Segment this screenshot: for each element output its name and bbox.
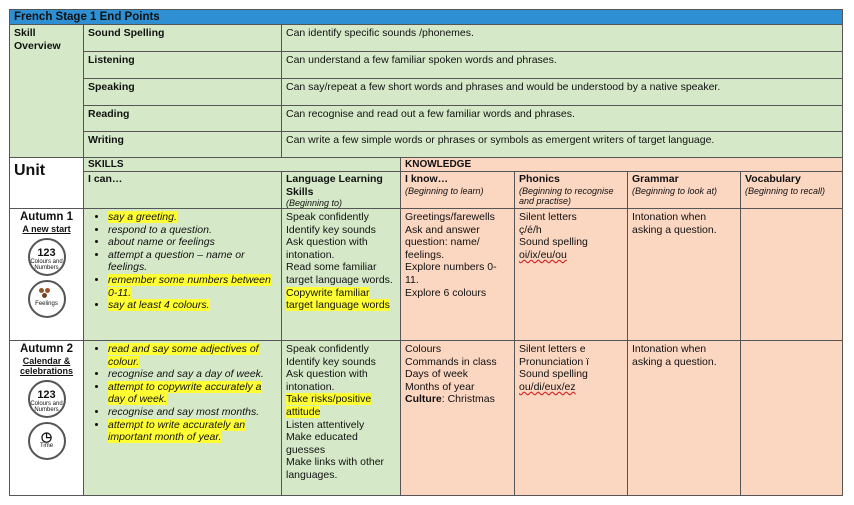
overview-desc-sound-spelling: Can identify specific sounds /phonemes. (281, 24, 843, 52)
time-icon (28, 422, 66, 460)
list-item: Pronunciation ï (519, 355, 590, 368)
iknow-autumn-2 (400, 340, 515, 496)
list-item: Months of year (405, 380, 475, 393)
lls-header (281, 171, 401, 209)
list-item: Make links with other languages. (286, 456, 385, 481)
colours-numbers-icon (28, 380, 66, 418)
unit-header: Unit (9, 157, 84, 209)
ican-autumn-2 (83, 340, 282, 496)
lls-subtitle: (Beginning to) (286, 198, 343, 209)
overview-desc-speaking: Can say/repeat a few short words and phrases and would be understood by a native speaker. (281, 78, 843, 106)
list-item: Identify key sounds (286, 223, 376, 236)
list-item: • respond to a question. (108, 224, 277, 237)
list-item: • attempt to copywrite accurately a day of week. (108, 381, 277, 406)
overview-skill-writing: Writing (83, 131, 282, 158)
grammar-autumn-1 (627, 208, 741, 341)
list-item: ou/di/eux/ez (519, 380, 576, 393)
grammar-header (627, 171, 741, 209)
list-item: Ask question with intonation. (286, 368, 368, 393)
list-item: • attempt a question – name or feelings. (108, 249, 277, 274)
overview-desc-listening: Can understand a few familiar spoken words and phrases. (281, 51, 843, 79)
overview-skill-speaking: Speaking (83, 78, 282, 106)
icon-caption: Feelings (35, 300, 58, 307)
phonics-autumn-1 (514, 208, 628, 341)
list-item: • recognise and say most months. (108, 406, 277, 419)
list-item: Identify key sounds (286, 355, 376, 368)
overview-skill-reading: Reading (83, 105, 282, 132)
list-item: Read some familiar target language words. (286, 261, 393, 286)
icon-caption: Colours and Numbers (30, 400, 63, 413)
list-item: Commands in class (405, 355, 497, 368)
icon-caption: Time (39, 442, 54, 449)
list-item: Speak confidently (286, 211, 369, 223)
iknow-header (400, 171, 515, 209)
list-item: Days of week (405, 368, 469, 381)
ican-list (88, 211, 277, 312)
list-item: Make educated guesses (286, 431, 358, 456)
unit-autumn-2 (9, 340, 84, 496)
list-item: Intonation when asking a question. (632, 343, 717, 368)
faces-graphic (39, 288, 55, 298)
phonics-autumn-2 (514, 340, 628, 496)
unit-topic: Calendar & celebrations (19, 355, 74, 376)
skill-overview-label: Skill Overview (9, 24, 84, 158)
lls-autumn-1 (281, 208, 401, 341)
unit-name: Autumn 2 (19, 343, 74, 355)
overview-skill-sound-spelling: Sound Spelling (83, 24, 282, 52)
lls-title: Language Learning Skills (286, 173, 383, 198)
list-item: Copywrite familiar target language words (286, 286, 390, 312)
overview-desc-writing: Can write a few simple words or phrases or symbols as emergent writers of target language. (281, 131, 843, 158)
grammar-autumn-2 (627, 340, 741, 496)
iknow-title: I know… (405, 173, 449, 185)
grammar-title: Grammar (632, 173, 679, 185)
list-item: • read and say some adjectives of colour. (108, 343, 277, 368)
vocab-autumn-1 (740, 208, 843, 341)
list-item: Ask and answer question: name/ feelings. (405, 223, 480, 261)
overview-desc-reading: Can recognise and read out a few familiar words and phrases. (281, 105, 843, 132)
knowledge-header: KNOWLEDGE (400, 157, 843, 172)
phonics-title: Phonics (519, 173, 560, 185)
iknow-autumn-1 (400, 208, 515, 341)
list-item: Silent letters e (519, 343, 586, 355)
unit-name: Autumn 1 (19, 211, 74, 223)
vocab-subtitle: (Beginning to recall) (745, 185, 826, 196)
vocab-title: Vocabulary (745, 173, 801, 185)
list-item: Silent letters (519, 211, 577, 223)
iknow-subtitle: (Beginning to learn) (405, 185, 484, 196)
list-item: Sound spelling (519, 236, 588, 249)
icon-caption: Colours and Numbers (30, 258, 63, 271)
list-item: Speak confidently (286, 343, 369, 355)
unit-autumn-1 (9, 208, 84, 341)
overview-skill-listening: Listening (83, 51, 282, 79)
colours-numbers-icon (28, 238, 66, 276)
culture-line (405, 393, 510, 406)
list-item: Listen attentively (286, 418, 365, 431)
list-item: Ask question with intonation. (286, 236, 368, 261)
phonics-header (514, 171, 628, 209)
list-item: • say a greeting. (108, 211, 277, 224)
list-item: • about name or feelings (108, 236, 277, 249)
lls-autumn-2 (281, 340, 401, 496)
document-title: French Stage 1 End Points (9, 9, 843, 25)
ican-list (88, 343, 277, 444)
unit-topic: A new start (22, 223, 71, 234)
list-item: Intonation when asking a question. (632, 211, 717, 236)
skills-header: SKILLS (83, 157, 401, 172)
vocab-autumn-2 (740, 340, 843, 496)
list-item: • remember some numbers between 0-11. (108, 274, 277, 299)
icon-glyph: 123 (37, 246, 56, 259)
icon-glyph: ◷ (40, 428, 53, 444)
list-item: Greetings/farewells (405, 211, 495, 223)
list-item: Colours (405, 343, 442, 355)
list-item: oi/ix/eu/ou (519, 248, 567, 261)
phonics-subtitle: (Beginning to recognise and practise) (519, 185, 614, 206)
list-item: • say at least 4 colours. (108, 299, 277, 312)
list-item: Sound spelling (519, 368, 588, 381)
list-item: Explore numbers 0-11. (405, 261, 497, 286)
list-item: Explore 6 colours (405, 286, 487, 299)
list-item: Take risks/positive attitude (286, 393, 372, 418)
feelings-icon (28, 280, 66, 318)
list-item: ç/é/h (519, 223, 542, 236)
ican-autumn-1 (83, 208, 282, 341)
list-item: • recognise and say a day of week. (108, 368, 277, 381)
icon-glyph: 123 (37, 388, 56, 401)
ican-header: I can… (83, 171, 282, 209)
list-item: • attempt to write accurately an important month of year. (108, 419, 277, 444)
culture-label: Culture (405, 393, 442, 406)
culture-value: : Christmas (441, 393, 495, 406)
grammar-subtitle: (Beginning to look at) (632, 185, 718, 196)
vocab-header (740, 171, 843, 209)
